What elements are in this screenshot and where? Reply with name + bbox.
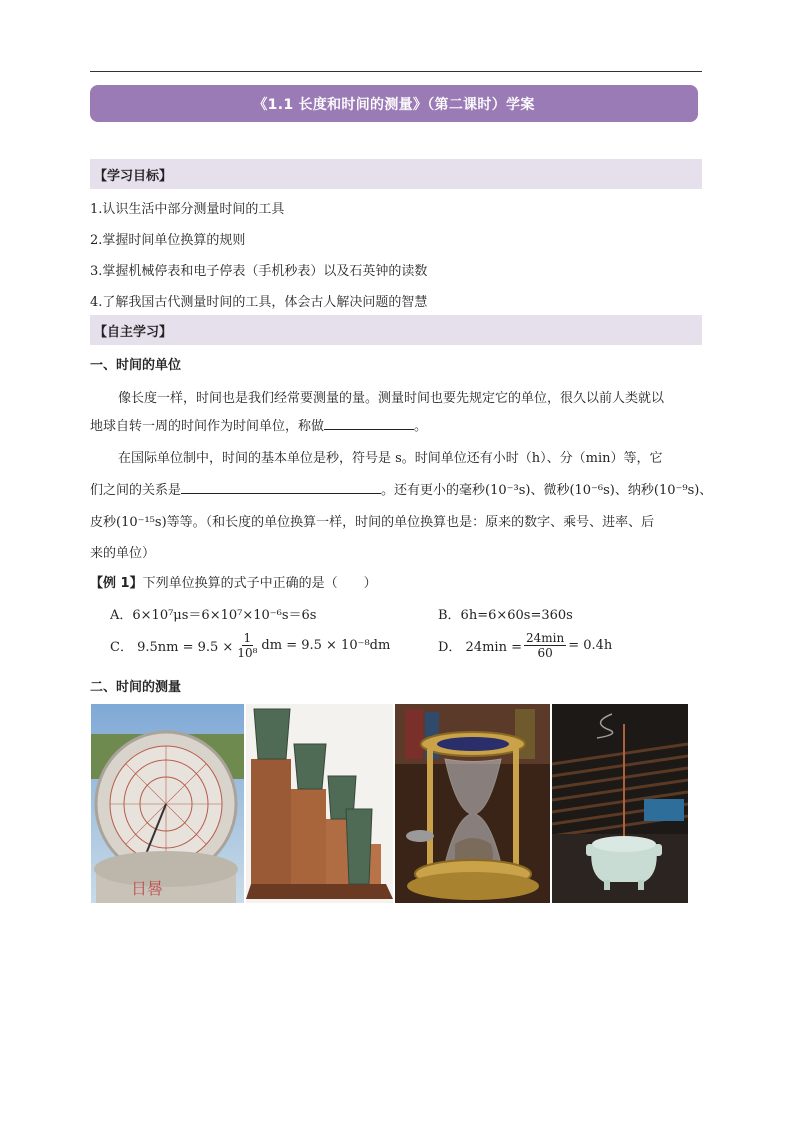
paragraph-text: 。还有更小的毫秒(10⁻³s)、微秒(10⁻⁶s)、纳秒(10⁻⁹s)、 (381, 483, 713, 498)
paragraph-text: 。 (414, 419, 428, 434)
option-d-text: D． 24min = (438, 640, 522, 655)
option-a[interactable]: A．6×10⁷μs＝6×10⁷×10⁻⁶s＝6s (110, 608, 317, 623)
incense-clock-photo (552, 704, 688, 903)
top-rule (90, 71, 702, 72)
fraction-denominator: 10⁸ (237, 646, 258, 660)
option-c-text: dm = 9.5 × 10⁻⁸dm (261, 638, 391, 653)
hourglass-photo (395, 704, 550, 903)
option-d-fraction (524, 631, 566, 660)
page-title: 《1.1 长度和时间的测量》（第二课时）学案 (90, 85, 698, 122)
heading-time-units: 一、时间的单位 (90, 358, 182, 373)
answer-blank[interactable] (181, 481, 381, 494)
paragraph-text: 们之间的关系是 (90, 483, 182, 498)
option-c[interactable] (110, 631, 390, 660)
paragraph-text: 地球自转一周的时间作为时间单位，称做 (90, 419, 325, 434)
option-d-text: = 0.4h (568, 638, 613, 653)
paragraph-line: 来的单位） (90, 546, 156, 561)
fraction-numerator: 1 (243, 631, 252, 645)
water-clock-photo (246, 704, 393, 903)
paragraph-line: 皮秒(10⁻¹⁵s)等等。（和长度的单位换算一样，时间的单位换算也是：原来的数字、乘号、进率、后 (90, 515, 655, 530)
paragraph-line (90, 415, 702, 434)
paragraph-line: 像长度一样，时间也是我们经常要测量的量。测量时间也要先规定它的单位，很久以前人类就以 (118, 391, 665, 406)
option-b[interactable]: B．6h=6×60s=360s (438, 608, 573, 623)
paragraph-line (90, 479, 713, 498)
option-c-text: C． 9.5nm = 9.5 × (110, 640, 234, 655)
goal-item: 1.认识生活中部分测量时间的工具 (90, 202, 285, 217)
example-text: 下列单位换算的式子中正确的是（ ） (142, 576, 377, 591)
goal-item: 3.掌握机械停表和电子停表（手机秒表）以及石英钟的读数 (90, 264, 428, 279)
option-c-fraction (235, 631, 259, 660)
paragraph-line: 在国际单位制中，时间的基本单位是秒，符号是 s。时间单位还有小时（h）、分（min）等，它 (118, 451, 663, 466)
fraction-denominator: 60 (537, 646, 553, 660)
section-self-study: 【自主学习】 (90, 315, 702, 345)
section-goals: 【学习目标】 (90, 159, 702, 189)
sundial-photo (91, 704, 244, 903)
example-label: 【例 1】 (90, 576, 143, 591)
fraction-numerator: 24min (525, 631, 565, 645)
heading-time-measurement: 二、时间的测量 (90, 680, 182, 695)
goal-item: 4.了解我国古代测量时间的工具，体会古人解决问题的智慧 (90, 295, 428, 310)
option-d[interactable] (438, 631, 612, 660)
answer-blank[interactable] (324, 417, 414, 430)
example-question (90, 572, 377, 591)
svg-text:日晷: 日晷 (131, 879, 164, 898)
goal-item: 2.掌握时间单位换算的规则 (90, 233, 246, 248)
